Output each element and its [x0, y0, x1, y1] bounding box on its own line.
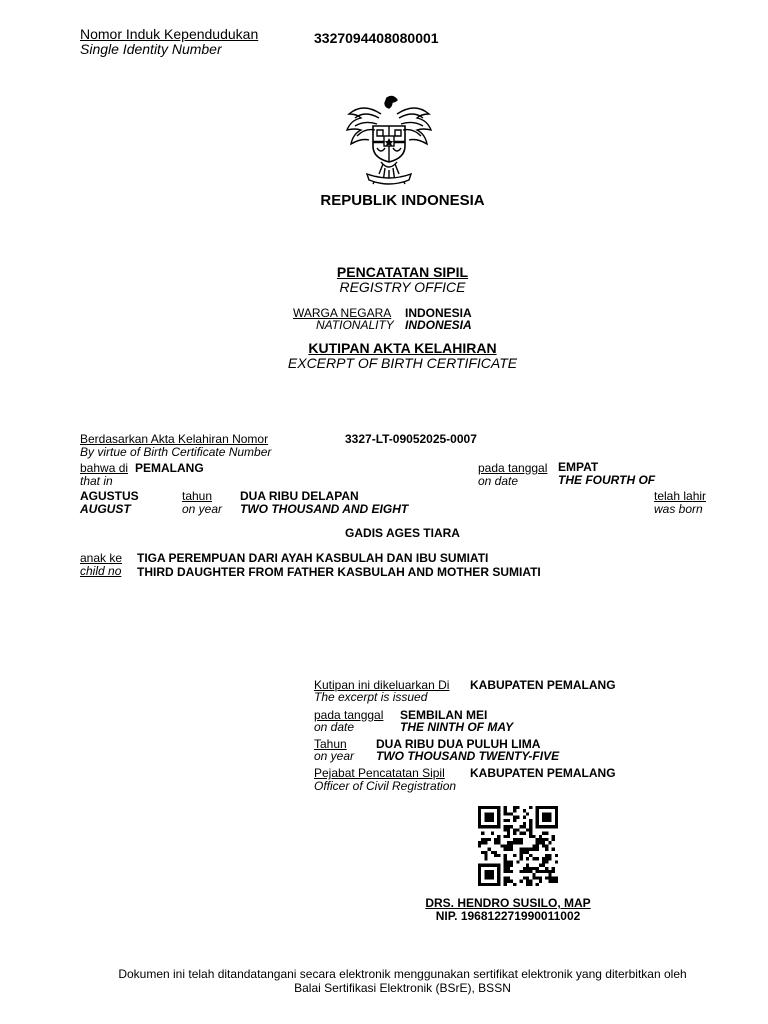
birth-year-label-en: on year	[182, 502, 223, 516]
nik-label-en: Single Identity Number	[80, 41, 222, 57]
birth-year-value-en: TWO THOUSAND AND EIGHT	[240, 502, 409, 516]
place-label: bahwa di	[80, 461, 129, 475]
issue-date-value-en: THE NINTH OF MAY	[400, 720, 514, 734]
birth-date-label-en: on date	[478, 474, 519, 488]
birth-date-value-en: THE FOURTH OF	[558, 473, 656, 487]
cert-number-value: 3327-LT-09052025-0007	[345, 432, 477, 446]
issue-date-value: SEMBILAN MEI	[400, 708, 488, 722]
birth-month-en: AUGUST	[80, 502, 131, 516]
nik-label: Nomor Induk Kependudukan	[80, 26, 259, 42]
issue-year-value-en: TWO THOUSAND TWENTY-FIVE	[376, 749, 560, 763]
issued-value: KABUPATEN PEMALANG	[470, 678, 616, 692]
child-order-value-en: THIRD DAUGHTER FROM FATHER KASBULAH AND MOTHER SUMIATI	[137, 565, 541, 579]
issue-date-label-en: on date	[314, 720, 355, 734]
child-order-label: anak ke	[80, 551, 123, 565]
place-value: PEMALANG	[135, 461, 204, 475]
officer-label-en: Officer of Civil Registration	[314, 779, 457, 793]
officer-label: Pejabat Pencatatan Sipil	[314, 766, 445, 780]
birth-year-label: tahun	[182, 489, 213, 503]
office-title: PENCATATAN SIPIL	[336, 264, 469, 280]
issue-year-value: DUA RIBU DUA PULUH LIMA	[376, 737, 541, 751]
garuda-emblem-icon	[343, 92, 435, 188]
child-name: GADIS AGES TIARA	[345, 526, 460, 540]
birth-year-value: DUA RIBU DELAPAN	[240, 489, 359, 503]
nationality-value-en: INDONESIA	[405, 318, 472, 332]
qr-code-icon	[478, 806, 558, 886]
signer-name: DRS. HENDRO SUSILO, MAP	[425, 896, 591, 910]
issue-year-label: Tahun	[314, 737, 347, 751]
issue-year-label-en: on year	[314, 749, 355, 763]
nik-value: 3327094408080001	[314, 30, 439, 46]
born-label-en: was born	[654, 502, 703, 516]
office-title-en: REGISTRY OFFICE	[339, 279, 466, 295]
issued-label-en: The excerpt is issued	[314, 690, 428, 704]
footer-line-2: Balai Sertifikasi Elektronik (BSrE), BSSN	[294, 981, 511, 995]
child-order-value: TIGA PEREMPUAN DARI AYAH KASBULAH DAN IBU SUMIATI	[137, 551, 489, 565]
nationality-label-en: NATIONALITY	[316, 318, 394, 332]
nationality-label: WARGA NEGARA	[293, 306, 392, 320]
cert-number-label: Berdasarkan Akta Kelahiran Nomor	[80, 432, 269, 446]
child-order-label-en: child no	[80, 564, 122, 578]
birth-month: AGUSTUS	[80, 489, 139, 503]
cert-number-label-en: By virtue of Birth Certificate Number	[80, 445, 272, 459]
birth-date-label: pada tanggal	[478, 461, 548, 475]
country-title: REPUBLIK INDONESIA	[320, 192, 485, 209]
place-label-en: that in	[80, 474, 113, 488]
issue-date-label: pada tanggal	[314, 708, 384, 722]
nationality-value: INDONESIA	[405, 306, 472, 320]
birth-date-value: EMPAT	[558, 460, 599, 474]
footer-line-1: Dokumen ini telah ditandatangani secara elektronik menggunakan sertifikat elektronik yang diterbitkan oleh	[118, 967, 687, 981]
born-label: telah lahir	[654, 489, 707, 503]
document-title: KUTIPAN AKTA KELAHIRAN	[308, 340, 497, 356]
issued-label: Kutipan ini dikeluarkan Di	[314, 678, 450, 692]
signer-nip: NIP. 196812271990011002	[435, 909, 581, 923]
officer-value: KABUPATEN PEMALANG	[470, 766, 616, 780]
document-title-en: EXCERPT OF BIRTH CERTIFICATE	[287, 355, 518, 371]
